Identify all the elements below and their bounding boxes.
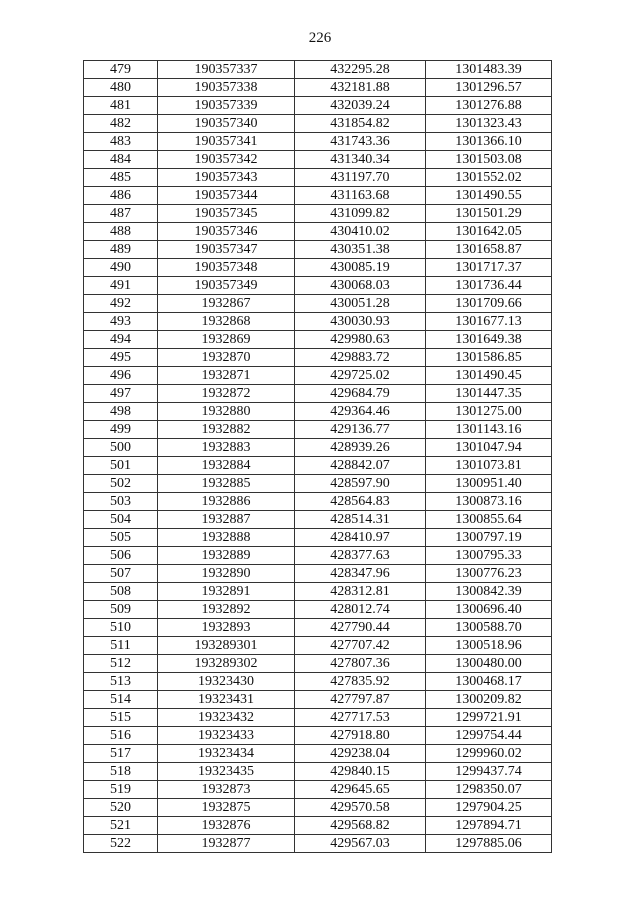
point-id-cell: 19323430: [158, 673, 295, 691]
row-index-cell: 490: [84, 259, 158, 277]
row-index-cell: 492: [84, 295, 158, 313]
row-index-cell: 516: [84, 727, 158, 745]
row-index-cell: 514: [84, 691, 158, 709]
x-coordinate-cell: 427797.87: [295, 691, 426, 709]
point-id-cell: 190357341: [158, 133, 295, 151]
row-index-cell: 482: [84, 115, 158, 133]
table-row: [84, 169, 552, 187]
row-index-cell: 522: [84, 835, 158, 853]
x-coordinate-cell: 429684.79: [295, 385, 426, 403]
table-row: [84, 619, 552, 637]
row-index-cell: 518: [84, 763, 158, 781]
y-coordinate-cell: 1301717.37: [426, 259, 552, 277]
table-row: [84, 565, 552, 583]
x-coordinate-cell: 431197.70: [295, 169, 426, 187]
point-id-cell: 1932886: [158, 493, 295, 511]
table-row: [84, 727, 552, 745]
y-coordinate-cell: 1301490.55: [426, 187, 552, 205]
x-coordinate-cell: 432181.88: [295, 79, 426, 97]
table-row: [84, 151, 552, 169]
y-coordinate-cell: 1300873.16: [426, 493, 552, 511]
y-coordinate-cell: 1301366.10: [426, 133, 552, 151]
y-coordinate-cell: 1301736.44: [426, 277, 552, 295]
table-row: [84, 115, 552, 133]
table-row: [84, 637, 552, 655]
point-id-cell: 1932893: [158, 619, 295, 637]
x-coordinate-cell: 429136.77: [295, 421, 426, 439]
x-coordinate-cell: 427707.42: [295, 637, 426, 655]
point-id-cell: 190357345: [158, 205, 295, 223]
x-coordinate-cell: 429980.63: [295, 331, 426, 349]
point-id-cell: 190357344: [158, 187, 295, 205]
point-id-cell: 1932871: [158, 367, 295, 385]
row-index-cell: 489: [84, 241, 158, 259]
x-coordinate-cell: 428347.96: [295, 565, 426, 583]
point-id-cell: 1932875: [158, 799, 295, 817]
row-index-cell: 495: [84, 349, 158, 367]
table-row: [84, 493, 552, 511]
table-row: [84, 457, 552, 475]
row-index-cell: 508: [84, 583, 158, 601]
y-coordinate-cell: 1299721.91: [426, 709, 552, 727]
x-coordinate-cell: 429238.04: [295, 745, 426, 763]
y-coordinate-cell: 1300468.17: [426, 673, 552, 691]
point-id-cell: 190357347: [158, 241, 295, 259]
y-coordinate-cell: 1297894.71: [426, 817, 552, 835]
x-coordinate-cell: 427835.92: [295, 673, 426, 691]
y-coordinate-cell: 1301483.39: [426, 61, 552, 79]
y-coordinate-cell: 1301709.66: [426, 295, 552, 313]
point-id-cell: 1932890: [158, 565, 295, 583]
row-index-cell: 488: [84, 223, 158, 241]
point-id-cell: 1932882: [158, 421, 295, 439]
x-coordinate-cell: 430085.19: [295, 259, 426, 277]
x-coordinate-cell: 428410.97: [295, 529, 426, 547]
row-index-cell: 499: [84, 421, 158, 439]
row-index-cell: 521: [84, 817, 158, 835]
table-row: [84, 673, 552, 691]
row-index-cell: 479: [84, 61, 158, 79]
y-coordinate-cell: 1301649.38: [426, 331, 552, 349]
y-coordinate-cell: 1301503.08: [426, 151, 552, 169]
table-row: [84, 835, 552, 853]
y-coordinate-cell: 1300842.39: [426, 583, 552, 601]
x-coordinate-cell: 428012.74: [295, 601, 426, 619]
point-id-cell: 190357337: [158, 61, 295, 79]
row-index-cell: 504: [84, 511, 158, 529]
point-id-cell: 1932868: [158, 313, 295, 331]
row-index-cell: 500: [84, 439, 158, 457]
point-id-cell: 1932884: [158, 457, 295, 475]
point-id-cell: 190357348: [158, 259, 295, 277]
point-id-cell: 19323431: [158, 691, 295, 709]
y-coordinate-cell: 1301073.81: [426, 457, 552, 475]
y-coordinate-cell: 1301642.05: [426, 223, 552, 241]
point-id-cell: 190357340: [158, 115, 295, 133]
table-row: [84, 223, 552, 241]
y-coordinate-cell: 1300480.00: [426, 655, 552, 673]
point-id-cell: 1932877: [158, 835, 295, 853]
y-coordinate-cell: 1300797.19: [426, 529, 552, 547]
table-row: [84, 691, 552, 709]
y-coordinate-cell: 1300696.40: [426, 601, 552, 619]
point-id-cell: 1932889: [158, 547, 295, 565]
table-row: [84, 205, 552, 223]
point-id-cell: 190357338: [158, 79, 295, 97]
x-coordinate-cell: 432295.28: [295, 61, 426, 79]
row-index-cell: 481: [84, 97, 158, 115]
y-coordinate-cell: 1300855.64: [426, 511, 552, 529]
y-coordinate-cell: 1300588.70: [426, 619, 552, 637]
table-row: [84, 313, 552, 331]
row-index-cell: 494: [84, 331, 158, 349]
y-coordinate-cell: 1301296.57: [426, 79, 552, 97]
row-index-cell: 501: [84, 457, 158, 475]
row-index-cell: 510: [84, 619, 158, 637]
row-index-cell: 498: [84, 403, 158, 421]
x-coordinate-cell: 430030.93: [295, 313, 426, 331]
x-coordinate-cell: 429567.03: [295, 835, 426, 853]
y-coordinate-cell: 1299754.44: [426, 727, 552, 745]
row-index-cell: 487: [84, 205, 158, 223]
table-row: [84, 97, 552, 115]
x-coordinate-cell: 430351.38: [295, 241, 426, 259]
table-row: [84, 439, 552, 457]
row-index-cell: 486: [84, 187, 158, 205]
row-index-cell: 517: [84, 745, 158, 763]
coordinates-table: [83, 60, 552, 853]
point-id-cell: 1932880: [158, 403, 295, 421]
y-coordinate-cell: 1301047.94: [426, 439, 552, 457]
x-coordinate-cell: 432039.24: [295, 97, 426, 115]
row-index-cell: 483: [84, 133, 158, 151]
table-row: [84, 763, 552, 781]
x-coordinate-cell: 429645.65: [295, 781, 426, 799]
x-coordinate-cell: 427918.80: [295, 727, 426, 745]
page-number: 226: [308, 30, 332, 46]
row-index-cell: 503: [84, 493, 158, 511]
x-coordinate-cell: 428377.63: [295, 547, 426, 565]
point-id-cell: 1932876: [158, 817, 295, 835]
x-coordinate-cell: 429840.15: [295, 763, 426, 781]
x-coordinate-cell: 430410.02: [295, 223, 426, 241]
row-index-cell: 497: [84, 385, 158, 403]
point-id-cell: 1932869: [158, 331, 295, 349]
x-coordinate-cell: 429570.58: [295, 799, 426, 817]
y-coordinate-cell: 1301490.45: [426, 367, 552, 385]
table-row: [84, 655, 552, 673]
x-coordinate-cell: 428312.81: [295, 583, 426, 601]
table-row: [84, 367, 552, 385]
table-row: [84, 583, 552, 601]
table-row: [84, 133, 552, 151]
point-id-cell: 190357346: [158, 223, 295, 241]
x-coordinate-cell: 428842.07: [295, 457, 426, 475]
y-coordinate-cell: 1299960.02: [426, 745, 552, 763]
table-row: [84, 745, 552, 763]
y-coordinate-cell: 1300518.96: [426, 637, 552, 655]
point-id-cell: 19323435: [158, 763, 295, 781]
x-coordinate-cell: 430051.28: [295, 295, 426, 313]
x-coordinate-cell: 428939.26: [295, 439, 426, 457]
row-index-cell: 491: [84, 277, 158, 295]
table-row: [84, 187, 552, 205]
table-row: [84, 421, 552, 439]
point-id-cell: 1932888: [158, 529, 295, 547]
y-coordinate-cell: 1301658.87: [426, 241, 552, 259]
row-index-cell: 512: [84, 655, 158, 673]
row-index-cell: 484: [84, 151, 158, 169]
point-id-cell: 1932867: [158, 295, 295, 313]
point-id-cell: 1932892: [158, 601, 295, 619]
table-row: [84, 331, 552, 349]
row-index-cell: 507: [84, 565, 158, 583]
y-coordinate-cell: 1300795.33: [426, 547, 552, 565]
table-row: [84, 529, 552, 547]
point-id-cell: 1932891: [158, 583, 295, 601]
x-coordinate-cell: 428514.31: [295, 511, 426, 529]
point-id-cell: 193289301: [158, 637, 295, 655]
x-coordinate-cell: 431099.82: [295, 205, 426, 223]
point-id-cell: 190357349: [158, 277, 295, 295]
table-row: [84, 601, 552, 619]
row-index-cell: 519: [84, 781, 158, 799]
y-coordinate-cell: 1301275.00: [426, 403, 552, 421]
point-id-cell: 1932887: [158, 511, 295, 529]
x-coordinate-cell: 429725.02: [295, 367, 426, 385]
table-row: [84, 403, 552, 421]
y-coordinate-cell: 1301143.16: [426, 421, 552, 439]
row-index-cell: 505: [84, 529, 158, 547]
table-row: [84, 817, 552, 835]
x-coordinate-cell: 429568.82: [295, 817, 426, 835]
table-row: [84, 61, 552, 79]
point-id-cell: 190357339: [158, 97, 295, 115]
y-coordinate-cell: 1300951.40: [426, 475, 552, 493]
x-coordinate-cell: 431854.82: [295, 115, 426, 133]
y-coordinate-cell: 1297904.25: [426, 799, 552, 817]
x-coordinate-cell: 428564.83: [295, 493, 426, 511]
point-id-cell: 1932885: [158, 475, 295, 493]
y-coordinate-cell: 1300209.82: [426, 691, 552, 709]
table-row: [84, 259, 552, 277]
x-coordinate-cell: 427807.36: [295, 655, 426, 673]
point-id-cell: 190357343: [158, 169, 295, 187]
row-index-cell: 511: [84, 637, 158, 655]
x-coordinate-cell: 427790.44: [295, 619, 426, 637]
row-index-cell: 515: [84, 709, 158, 727]
table-row: [84, 709, 552, 727]
y-coordinate-cell: 1301276.88: [426, 97, 552, 115]
row-index-cell: 493: [84, 313, 158, 331]
point-id-cell: 193289302: [158, 655, 295, 673]
point-id-cell: 190357342: [158, 151, 295, 169]
point-id-cell: 1932883: [158, 439, 295, 457]
table-row: [84, 799, 552, 817]
point-id-cell: 19323433: [158, 727, 295, 745]
y-coordinate-cell: 1301552.02: [426, 169, 552, 187]
x-coordinate-cell: 429883.72: [295, 349, 426, 367]
y-coordinate-cell: 1301586.85: [426, 349, 552, 367]
row-index-cell: 513: [84, 673, 158, 691]
table-body: [84, 61, 552, 853]
row-index-cell: 480: [84, 79, 158, 97]
row-index-cell: 506: [84, 547, 158, 565]
table-row: [84, 547, 552, 565]
table-row: [84, 475, 552, 493]
row-index-cell: 520: [84, 799, 158, 817]
table-row: [84, 79, 552, 97]
row-index-cell: 502: [84, 475, 158, 493]
x-coordinate-cell: 431743.36: [295, 133, 426, 151]
y-coordinate-cell: 1301501.29: [426, 205, 552, 223]
x-coordinate-cell: 430068.03: [295, 277, 426, 295]
row-index-cell: 509: [84, 601, 158, 619]
y-coordinate-cell: 1297885.06: [426, 835, 552, 853]
row-index-cell: 496: [84, 367, 158, 385]
x-coordinate-cell: 428597.90: [295, 475, 426, 493]
table-row: [84, 349, 552, 367]
point-id-cell: 1932870: [158, 349, 295, 367]
y-coordinate-cell: 1300776.23: [426, 565, 552, 583]
table-row: [84, 241, 552, 259]
point-id-cell: 1932873: [158, 781, 295, 799]
point-id-cell: 19323434: [158, 745, 295, 763]
point-id-cell: 1932872: [158, 385, 295, 403]
y-coordinate-cell: 1301323.43: [426, 115, 552, 133]
y-coordinate-cell: 1301447.35: [426, 385, 552, 403]
point-id-cell: 19323432: [158, 709, 295, 727]
table-row: [84, 511, 552, 529]
x-coordinate-cell: 429364.46: [295, 403, 426, 421]
table-row: [84, 295, 552, 313]
x-coordinate-cell: 427717.53: [295, 709, 426, 727]
x-coordinate-cell: 431340.34: [295, 151, 426, 169]
table-row: [84, 781, 552, 799]
y-coordinate-cell: 1301677.13: [426, 313, 552, 331]
y-coordinate-cell: 1299437.74: [426, 763, 552, 781]
y-coordinate-cell: 1298350.07: [426, 781, 552, 799]
x-coordinate-cell: 431163.68: [295, 187, 426, 205]
row-index-cell: 485: [84, 169, 158, 187]
table-row: [84, 277, 552, 295]
table-row: [84, 385, 552, 403]
